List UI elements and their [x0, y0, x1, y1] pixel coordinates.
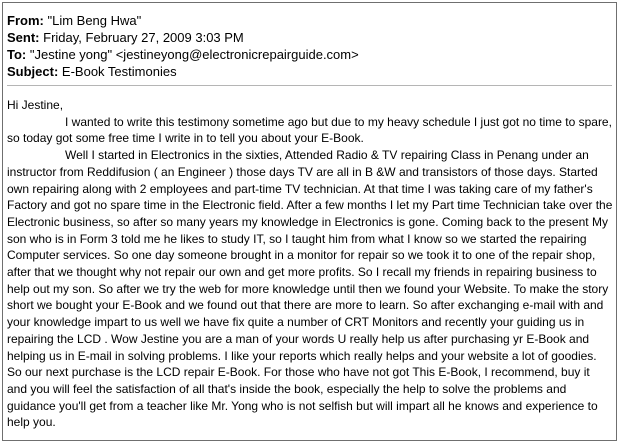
to-row [7, 46, 612, 63]
from-label: From: [7, 13, 44, 28]
paragraph-1 [7, 114, 613, 147]
from-row [7, 12, 612, 29]
sent-label: Sent: [7, 30, 40, 45]
sent-value: Friday, February 27, 2009 3:03 PM [43, 30, 244, 45]
to-label: To: [7, 47, 27, 62]
subject-row [7, 63, 612, 80]
from-value: "Lim Beng Hwa" [47, 13, 142, 28]
email-body [7, 97, 613, 431]
to-value: "Jestine yong" <jestineyong@electronicrepairguide.com> [29, 47, 359, 62]
sent-row [7, 29, 612, 46]
subject-value: E-Book Testimonies [61, 64, 177, 79]
greeting: Hi Jestine, [7, 98, 64, 112]
email-frame [2, 2, 617, 441]
paragraph-2 [7, 147, 613, 431]
header-divider [7, 85, 612, 86]
subject-label: Subject: [7, 64, 59, 79]
paragraph-1-text: I wanted to write this testimony sometime ago but due to my heavy schedule I just got no time to spare, so today got some free time I write in to tell you about your E-Book. [7, 114, 612, 146]
email-header [7, 12, 612, 80]
paragraph-2-text: Well I started in Electronics in the sixties, Attended Radio & TV repairing Class in Penang under an instructor from Reddifusion ( an Engineer ) those days TV are all in B &W and transistors of those days. Started own repairing along with 2 employees and part-time TV technician. At that time I was taking care of my father's Factory and got no spare time in the Electronic field. After a few months I let my Part time Technician take over the Electronic business, so after so many years my knowledge in Electronics is gone. Coming back to the present My son who is in Form 3 told me he likes to study IT, so I taught him from what I know so we started the repairing Computer services. So one day someone brought in a monitor for repair so we took it to one of the repair shop, after that we thought why not repair our own and get more profits. So I recall my friends in repairing business to help out my son. So after we try the web for more knowledge until then we found your Website. To make the story short we bought your E-Book and we found out that there are more to learn. So after exchanging e-mail with and your knowledge impart to us well we have fix quite a number of CRT Monitors and recently your guiding us in repairing the LCD . Wow Jestine you are a man of your words U really help us after purchasing yr E-Book and helping us in E-mail in solving problems. I like your reports which really helps and your website a lot of goodies. So our next purchase is the LCD repair E-Book. For those who have not got This E-Book, I recommend, buy it and you will feel the satisfaction of all that's inside the book, especially the help to solve the problems and guidance you'll get from a teacher like Mr. Yong who is not selfish but will impart all he knows and experience to help you. [7, 148, 613, 430]
